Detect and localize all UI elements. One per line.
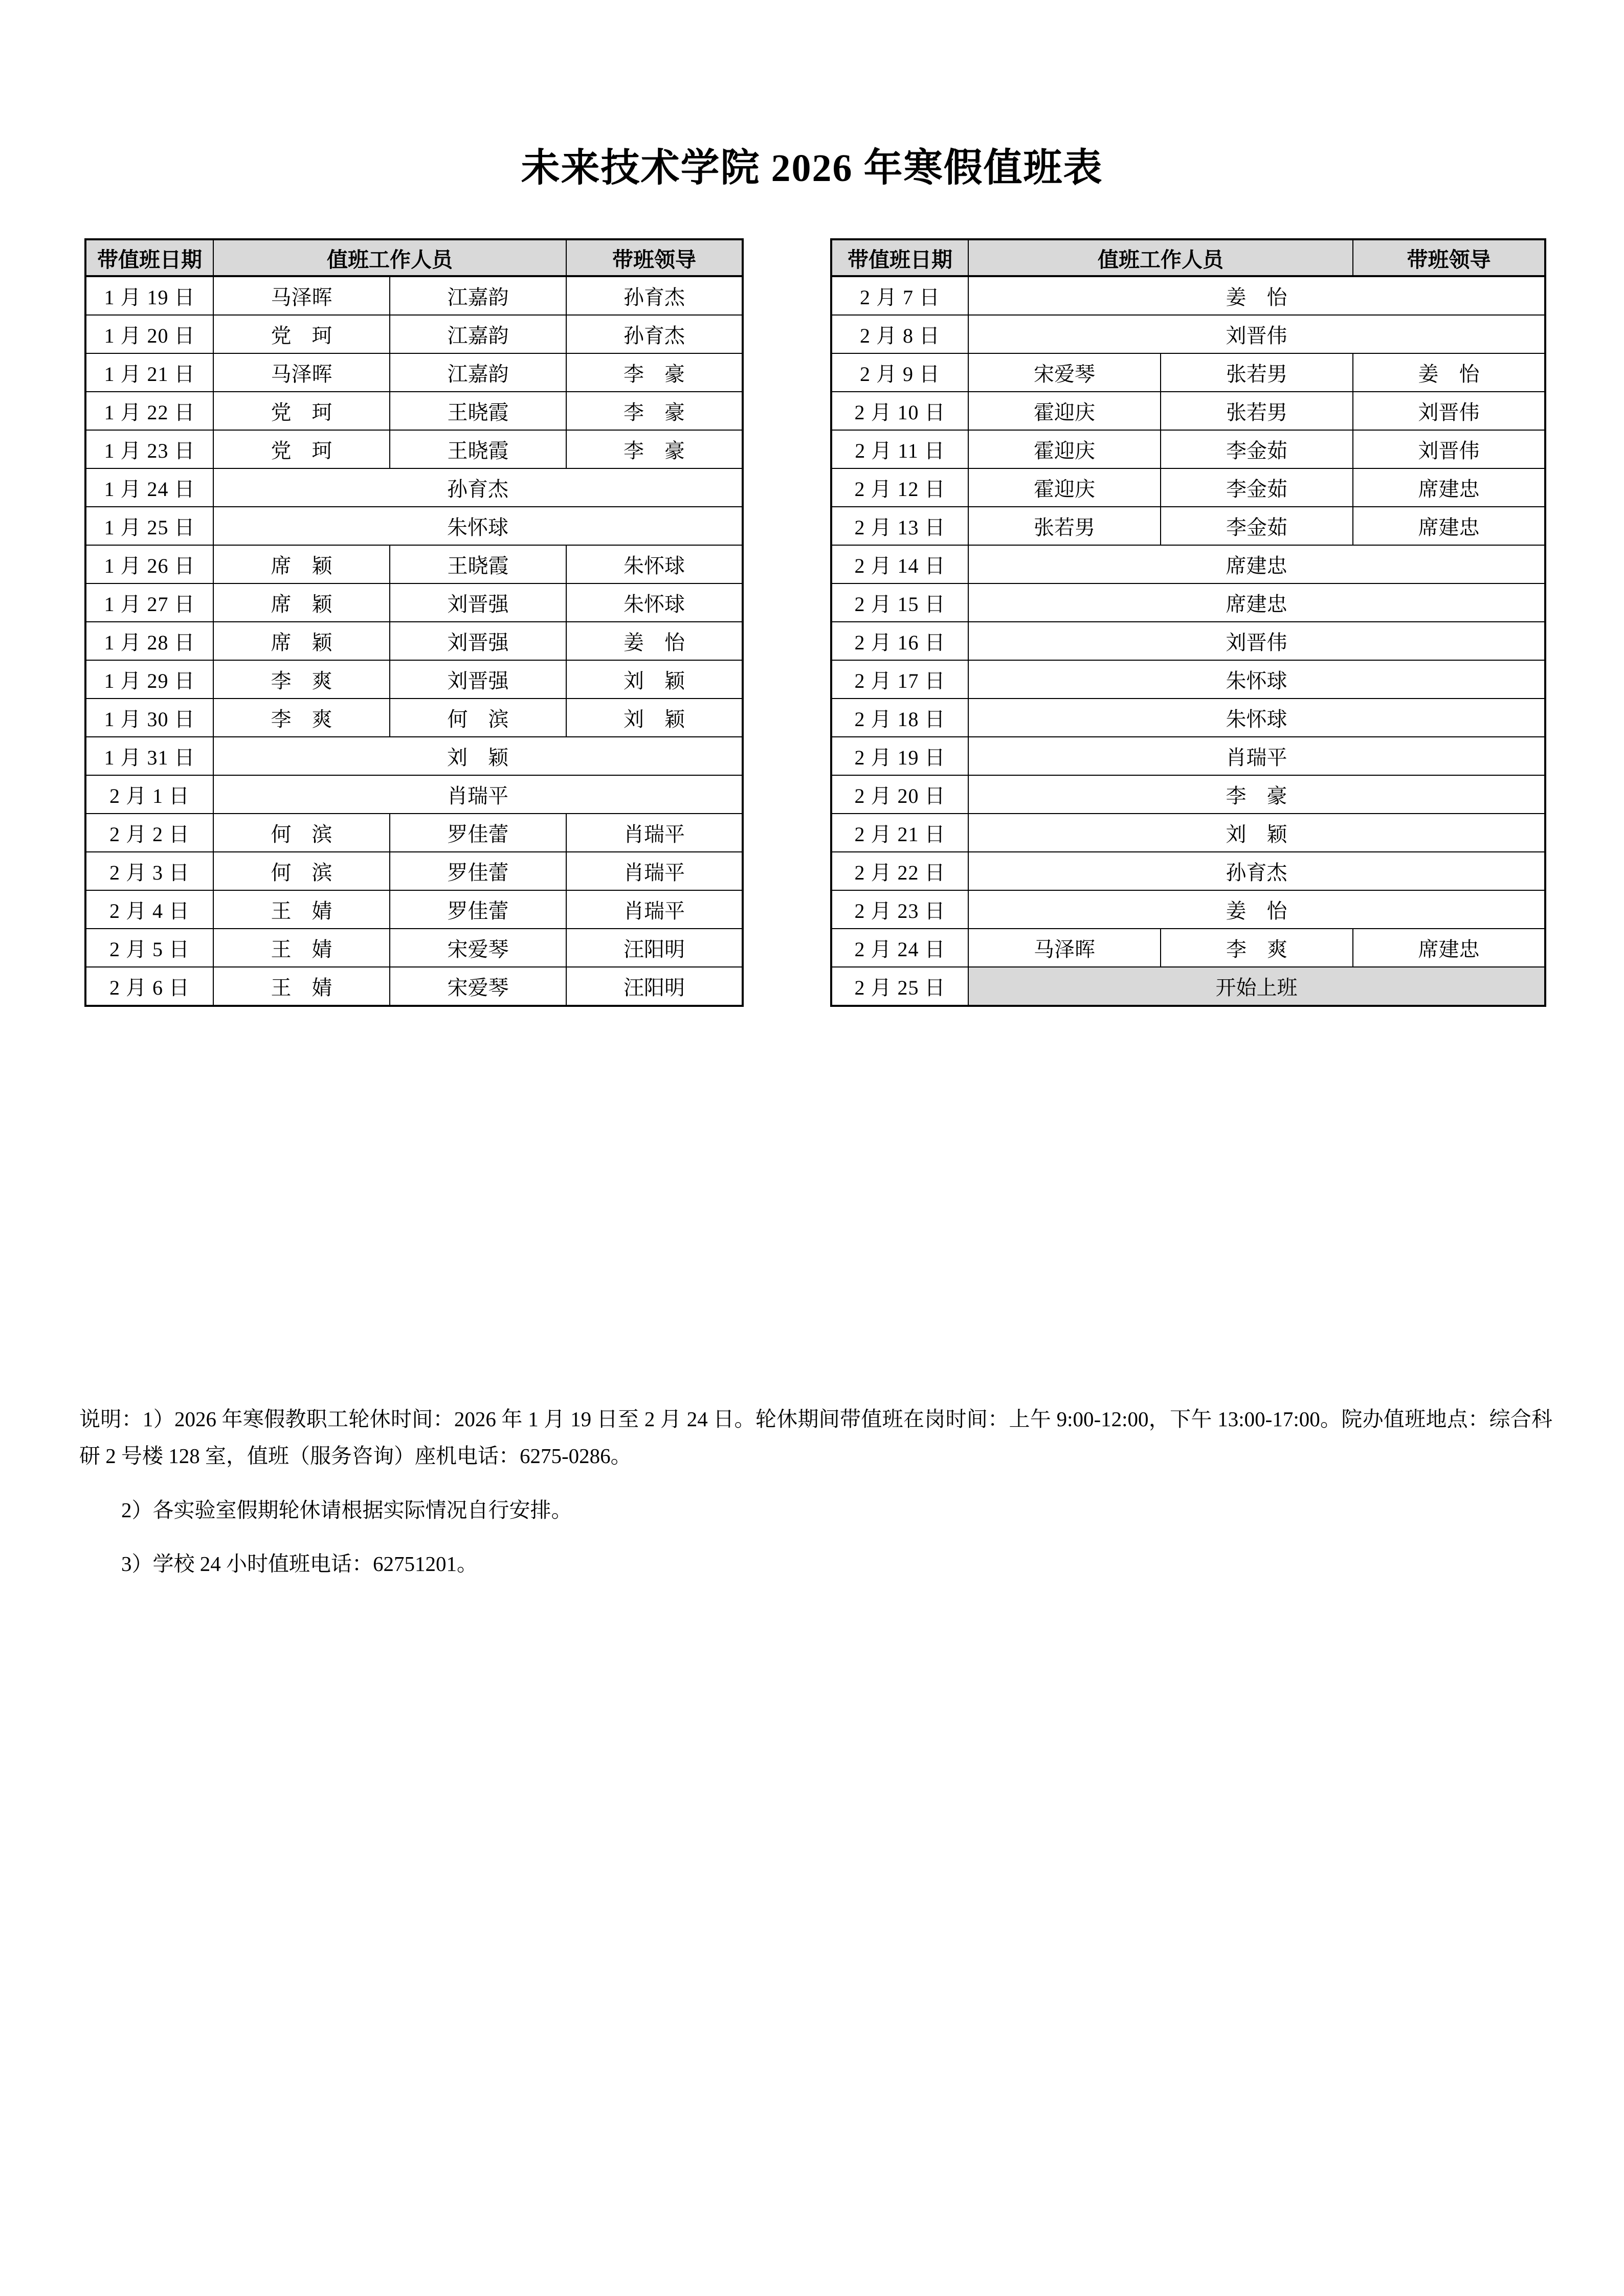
table-header-row-right [831,239,1545,276]
cell-duty-staff-1: 何 滨 [213,852,390,890]
cell-duty-staff-1: 霍迎庆 [968,392,1161,430]
cell-duty-staff-1: 李 爽 [213,699,390,737]
cell-duty-staff-1: 席 颖 [213,622,390,660]
cell-duty-leader: 刘 颖 [566,699,743,737]
cell-duty-staff-2: 江嘉韵 [390,315,566,353]
cell-duty-date: 2 月 23 日 [831,890,968,929]
table-row [831,660,1545,699]
column-header-leader: 带班领导 [1353,239,1545,276]
cell-duty-leader: 刘晋伟 [1353,392,1545,430]
table-row [831,545,1545,583]
table-row [85,775,743,814]
cell-duty-date: 2 月 21 日 [831,814,968,852]
cell-duty-merged: 刘晋伟 [968,315,1545,353]
cell-duty-staff-2: 张若男 [1161,392,1353,430]
column-header-date: 带值班日期 [831,239,968,276]
cell-duty-date: 2 月 13 日 [831,507,968,545]
cell-duty-date: 1 月 31 日 [85,737,213,775]
cell-duty-staff-2: 江嘉韵 [390,276,566,315]
cell-duty-date: 2 月 20 日 [831,775,968,814]
cell-duty-staff-1: 马泽晖 [968,929,1161,967]
table-row [85,890,743,929]
cell-duty-leader: 席建忠 [1353,468,1545,507]
cell-duty-merged: 刘晋伟 [968,622,1545,660]
cell-duty-merged: 刘 颖 [213,737,743,775]
cell-duty-staff-2: 王晓霞 [390,392,566,430]
cell-duty-staff-1: 李 爽 [213,660,390,699]
cell-duty-leader: 肖瑞平 [566,890,743,929]
table-row [85,967,743,1006]
table-row [831,583,1545,622]
cell-duty-date: 2 月 12 日 [831,468,968,507]
table-row [831,622,1545,660]
table-row [85,545,743,583]
table-row [831,775,1545,814]
cell-duty-leader: 孙育杰 [566,276,743,315]
cell-duty-staff-1: 王 婧 [213,967,390,1006]
cell-duty-merged: 肖瑞平 [968,737,1545,775]
cell-duty-merged: 朱怀球 [968,660,1545,699]
cell-duty-date: 1 月 25 日 [85,507,213,545]
cell-duty-staff-2: 刘晋强 [390,583,566,622]
cell-duty-merged: 朱怀球 [213,507,743,545]
table-row [85,929,743,967]
cell-duty-staff-1: 席 颖 [213,583,390,622]
cell-duty-staff-2: 刘晋强 [390,660,566,699]
page-title: 未来技术学院 2026 年寒假值班表 [521,147,1103,190]
cell-duty-date: 1 月 23 日 [85,430,213,468]
cell-duty-date: 1 月 30 日 [85,699,213,737]
table-row [831,890,1545,929]
table-row [831,929,1545,967]
cell-duty-date: 2 月 22 日 [831,852,968,890]
cell-duty-staff-2: 何 滨 [390,699,566,737]
cell-duty-staff-1: 王 婧 [213,929,390,967]
cell-duty-date: 2 月 17 日 [831,660,968,699]
cell-duty-date: 1 月 24 日 [85,468,213,507]
cell-duty-leader: 席建忠 [1353,507,1545,545]
cell-duty-staff-2: 罗佳蕾 [390,814,566,852]
table-row [831,699,1545,737]
cell-duty-staff-2: 宋爱琴 [390,967,566,1006]
cell-duty-date: 2 月 5 日 [85,929,213,967]
duty-table-left [84,238,744,1007]
cell-duty-staff-2: 罗佳蕾 [390,852,566,890]
cell-duty-date: 2 月 3 日 [85,852,213,890]
cell-duty-date: 1 月 28 日 [85,622,213,660]
cell-duty-leader: 汪阳明 [566,967,743,1006]
cell-duty-leader: 刘 颖 [566,660,743,699]
table-row [831,392,1545,430]
cell-duty-staff-1: 霍迎庆 [968,468,1161,507]
cell-duty-leader: 姜 怡 [566,622,743,660]
cell-duty-staff-1: 张若男 [968,507,1161,545]
cell-status-note: 开始上班 [968,967,1545,1006]
cell-duty-staff-1: 何 滨 [213,814,390,852]
cell-duty-leader: 肖瑞平 [566,852,743,890]
table-row [831,468,1545,507]
column-header-staff: 值班工作人员 [213,239,566,276]
cell-duty-staff-1: 党 珂 [213,315,390,353]
cell-duty-date: 2 月 18 日 [831,699,968,737]
cell-duty-merged: 席建忠 [968,545,1545,583]
cell-duty-date: 2 月 4 日 [85,890,213,929]
table-row [831,852,1545,890]
cell-duty-date: 1 月 20 日 [85,315,213,353]
cell-duty-date: 2 月 25 日 [831,967,968,1006]
table-row [85,276,743,315]
table-row [85,583,743,622]
cell-duty-date: 2 月 10 日 [831,392,968,430]
cell-duty-staff-2: 罗佳蕾 [390,890,566,929]
cell-duty-date: 1 月 29 日 [85,660,213,699]
cell-duty-date: 1 月 22 日 [85,392,213,430]
cell-duty-staff-2: 刘晋强 [390,622,566,660]
cell-duty-leader: 朱怀球 [566,583,743,622]
cell-duty-staff-2: 李金茹 [1161,468,1353,507]
table-row [85,737,743,775]
cell-duty-merged: 姜 怡 [968,890,1545,929]
cell-duty-date: 1 月 27 日 [85,583,213,622]
table-row [831,430,1545,468]
duty-tables-area [0,238,1624,1333]
cell-duty-leader: 刘晋伟 [1353,430,1545,468]
column-header-date: 带值班日期 [85,239,213,276]
table-row [831,814,1545,852]
table-row [831,967,1545,1006]
cell-duty-staff-1: 党 珂 [213,392,390,430]
cell-duty-date: 2 月 1 日 [85,775,213,814]
table-row [85,315,743,353]
column-header-staff: 值班工作人员 [968,239,1353,276]
cell-duty-staff-1: 宋爱琴 [968,353,1161,392]
cell-duty-staff-1: 党 珂 [213,430,390,468]
cell-duty-staff-1: 席 颖 [213,545,390,583]
cell-duty-leader: 姜 怡 [1353,353,1545,392]
table-row [85,430,743,468]
cell-duty-leader: 孙育杰 [566,315,743,353]
table-row [85,353,743,392]
note-item-3: 3）学校 24 小时值班电话：62751201。 [121,1552,478,1576]
cell-duty-date: 2 月 9 日 [831,353,968,392]
duty-table-right [830,238,1546,1007]
cell-duty-date: 2 月 19 日 [831,737,968,775]
cell-duty-leader: 李 豪 [566,353,743,392]
table-row [85,507,743,545]
cell-duty-date: 2 月 6 日 [85,967,213,1006]
cell-duty-leader: 李 豪 [566,430,743,468]
cell-duty-merged: 孙育杰 [968,852,1545,890]
cell-duty-date: 2 月 7 日 [831,276,968,315]
cell-duty-staff-1: 王 婧 [213,890,390,929]
cell-duty-staff-2: 宋爱琴 [390,929,566,967]
table-row [85,814,743,852]
cell-duty-date: 2 月 11 日 [831,430,968,468]
cell-duty-staff-2: 李金茹 [1161,507,1353,545]
cell-duty-merged: 李 豪 [968,775,1545,814]
cell-duty-staff-1: 马泽晖 [213,353,390,392]
table-row [831,315,1545,353]
table-row [831,737,1545,775]
cell-duty-staff-2: 江嘉韵 [390,353,566,392]
notes-section [79,1401,1552,1600]
table-row [85,852,743,890]
cell-duty-date: 1 月 26 日 [85,545,213,583]
table-row [85,392,743,430]
duty-table-right-body [831,276,1545,1006]
table-row [85,468,743,507]
cell-duty-leader: 汪阳明 [566,929,743,967]
cell-duty-staff-2: 王晓霞 [390,430,566,468]
column-header-leader: 带班领导 [566,239,743,276]
cell-duty-date: 2 月 15 日 [831,583,968,622]
cell-duty-leader: 席建忠 [1353,929,1545,967]
cell-duty-staff-2: 张若男 [1161,353,1353,392]
cell-duty-date: 2 月 24 日 [831,929,968,967]
table-row [831,507,1545,545]
cell-duty-staff-1: 霍迎庆 [968,430,1161,468]
table-row [85,699,743,737]
cell-duty-leader: 李 豪 [566,392,743,430]
table-row [831,353,1545,392]
cell-duty-date: 2 月 16 日 [831,622,968,660]
cell-duty-staff-2: 李金茹 [1161,430,1353,468]
cell-duty-date: 2 月 8 日 [831,315,968,353]
cell-duty-merged: 朱怀球 [968,699,1545,737]
cell-duty-date: 2 月 14 日 [831,545,968,583]
table-row [85,622,743,660]
note-item-1: 说明：1）2026 年寒假教职工轮休时间：2026 年 1 月 19 日至 2 月 24 日。轮休期间带值班在岗时间：上午 9:00-12:00，下午 13:00-17:00。院办值班地点：综合科研 2 号楼 128 室，值班（服务咨询）座机电话：6275-0286。 [79,1407,1552,1468]
cell-duty-merged: 刘 颖 [968,814,1545,852]
note-item-2: 2）各实验室假期轮休请根据实际情况自行安排。 [121,1498,572,1522]
table-header-row-left [85,239,743,276]
cell-duty-staff-2: 李 爽 [1161,929,1353,967]
cell-duty-leader: 肖瑞平 [566,814,743,852]
cell-duty-merged: 孙育杰 [213,468,743,507]
cell-duty-merged: 席建忠 [968,583,1545,622]
cell-duty-merged: 肖瑞平 [213,775,743,814]
cell-duty-staff-1: 马泽晖 [213,276,390,315]
cell-duty-staff-2: 王晓霞 [390,545,566,583]
cell-duty-leader: 朱怀球 [566,545,743,583]
table-row [85,660,743,699]
cell-duty-merged: 姜 怡 [968,276,1545,315]
cell-duty-date: 2 月 2 日 [85,814,213,852]
cell-duty-date: 1 月 19 日 [85,276,213,315]
cell-duty-date: 1 月 21 日 [85,353,213,392]
table-row [831,276,1545,315]
duty-table-left-body [85,276,743,1006]
